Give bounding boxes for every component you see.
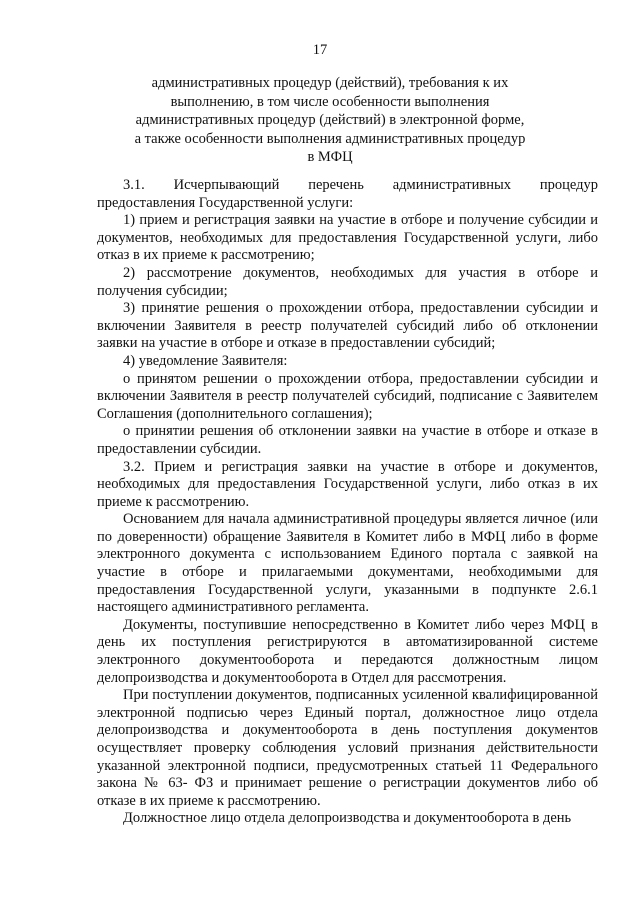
- page-number: 17: [312, 42, 328, 58]
- paragraph-basis: Основанием для начала административной процедуры является личное (или по доверенности) обращение Заявителя в Комитет либо в МФЦ либо в форме электронного документа с использованием Единого портала с заявкой на участие в отборе и прилагаемыми документами, необходимыми для предоставления Государственной услуги, указанными в подпункте 2.6.1 настоящего административного регламента.: [97, 511, 598, 616]
- paragraph-continuation: Должностное лицо отдела делопроизводства и документооборота в день: [123, 810, 572, 827]
- list-item-2: 2) рассмотрение документов, необходимых для участия в отборе и получения субсидии;: [97, 264, 598, 299]
- paragraph-registration: Документы, поступившие непосредственно в Комитет либо через МФЦ в день их поступления регистрируются в автоматизированной системе электронного документооборота и передаются должностным лицом делопроизводства и документооборота в Отдел для рассмотрения.: [97, 616, 598, 686]
- document-body: [97, 177, 598, 828]
- heading-line: административных процедур (действий), требования к их: [151, 75, 509, 91]
- paragraph-3-1: 3.1. Исчерпывающий перечень административных процедур предоставления Государственной услуги:: [97, 177, 598, 211]
- sub-item-accepted: о принятом решении о прохождении отбора, предоставлении субсидии и включении Заявителя в реестр получателей субсидий, подписание с Заявителем Соглашения (дополнительного соглашения);: [97, 370, 598, 422]
- paragraph-3-2: 3.2. Прием и регистрация заявки на участие в отборе и документов, необходимых для предоставления Государственной услуги, либо отказ в их приеме к рассмотрению.: [97, 458, 598, 510]
- list-item-3: 3) принятие решения о прохождении отбора, предоставлении субсидии и включении Заявителя в реестр получателей субсидий либо об отклонении заявки на участие в отборе и отказе в предоставлении субсидий;: [97, 300, 598, 352]
- list-item-4: 4) уведомление Заявителя:: [123, 352, 288, 369]
- sub-item-rejected: о принятии решения об отклонении заявки на участие в отборе и отказе в предоставлении субсидии.: [97, 423, 598, 457]
- list-item-1: 1) прием и регистрация заявки на участие в отборе и получение субсидии и документов, необходимых для предоставления Государственной услуги, либо отказ в их приеме к рассмотрению;: [97, 212, 598, 264]
- heading-line: административных процедур (действий) в электронной форме,: [135, 112, 525, 129]
- section-heading: [60, 74, 600, 167]
- heading-line: выполнению, в том числе особенности выполнения: [170, 93, 490, 110]
- heading-line: а также особенности выполнения административных процедур: [134, 130, 526, 147]
- paragraph-electronic-signature: При поступлении документов, подписанных усиленной квалифицированной электронной подписью через Единый портал, должностное лицо отдела делопроизводства и документооборота в день поступления документов осуществляет проверку соблюдения условий признания действительности указанной электронной подписи, предусмотренных статьей 11 Федерального закона № 63- ФЗ и принимает решение о регистрации документов либо об отказе в их приеме к рассмотрению.: [97, 687, 598, 809]
- heading-line: в МФЦ: [307, 149, 353, 166]
